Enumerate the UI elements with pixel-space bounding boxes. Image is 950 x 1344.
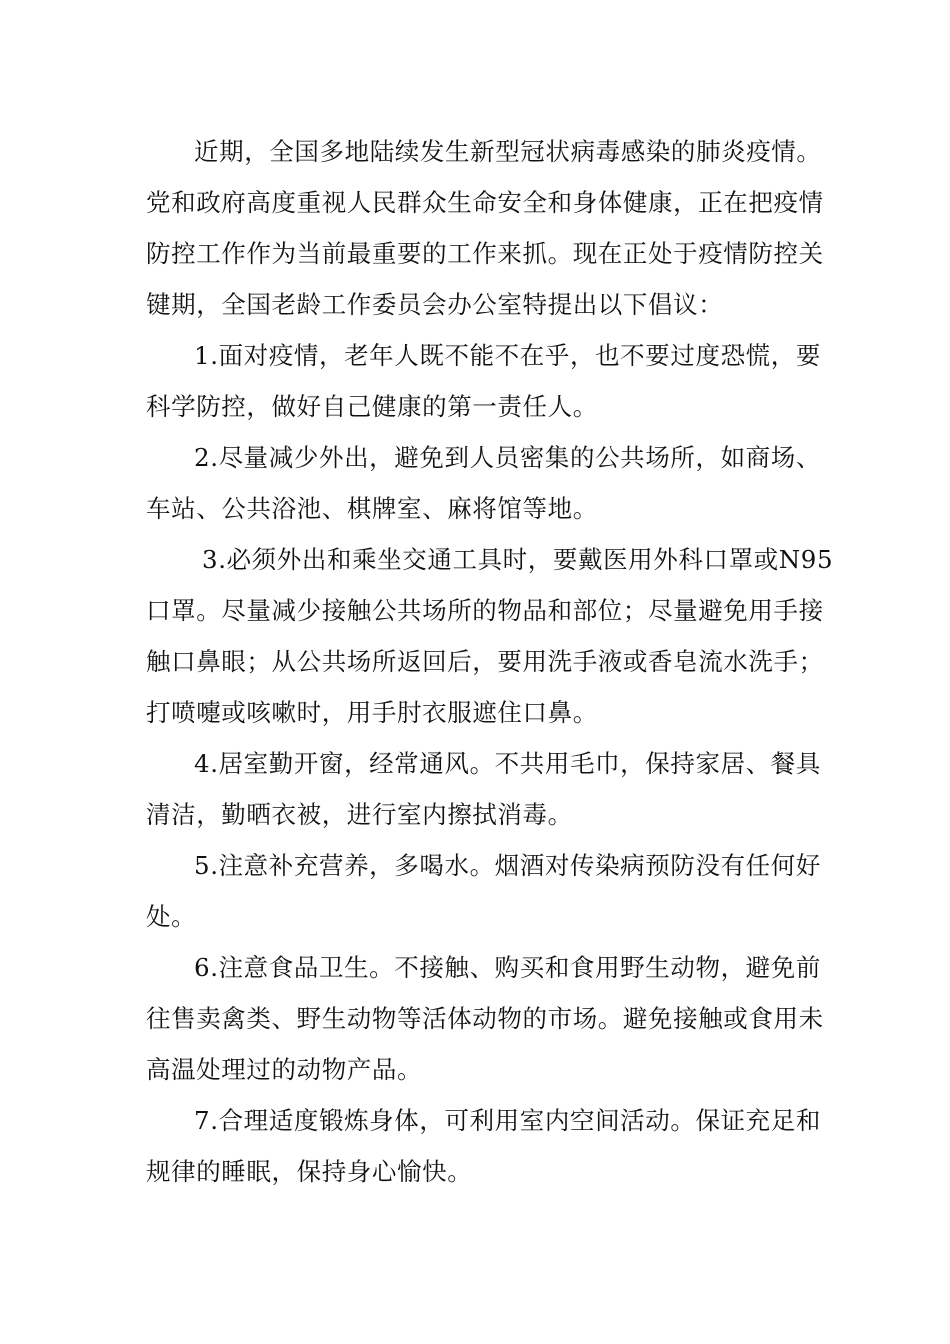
item-paragraph-1: 1.面对疫情，老年人既不能不在乎，也不要过度恐慌，要科学防控，做好自己健康的第一责任人。 (146, 341, 821, 421)
item-paragraph-5: 5.注意补充营养，多喝水。烟酒对传染病预防没有任何好处。 (146, 851, 821, 931)
item-paragraph-3: 3.必须外出和乘坐交通工具时，要戴医用外科口罩或N95 口罩。尽量减少接触公共场所的物品和部位；尽量避免用手接触口鼻眼；从公共场所返回后，要用洗手液或香皂流水洗手；打喷嚏或咳嗽时，用手肘衣服遮住口鼻。 (146, 545, 834, 727)
intro-paragraph: 近期，全国多地陆续发生新型冠状病毒感染的肺炎疫情。党和政府高度重视人民群众生命安全和身体健康，正在把疫情防控工作作为当前最重要的工作来抓。现在正处于疫情防控关键期，全国老龄工作委员会办公室特提出以下倡议： (146, 137, 824, 319)
item-paragraph-4: 4.居室勤开窗，经常通风。不共用毛巾，保持家居、餐具清洁，勤晒衣被，进行室内擦拭消毒。 (146, 749, 821, 829)
item-paragraph-6: 6.注意食品卫生。不接触、购买和食用野生动物，避免前往售卖禽类、野生动物等活体动物的市场。避免接触或食用未高温处理过的动物产品。 (146, 953, 824, 1084)
document-body (146, 126, 836, 1197)
item-paragraph-7: 7.合理适度锻炼身体，可利用室内空间活动。保证充足和规律的睡眠，保持身心愉快。 (146, 1106, 821, 1186)
item-paragraph-2: 2.尽量减少外出，避免到人员密集的公共场所，如商场、车站、公共浴池、棋牌室、麻将馆等地。 (146, 443, 821, 523)
